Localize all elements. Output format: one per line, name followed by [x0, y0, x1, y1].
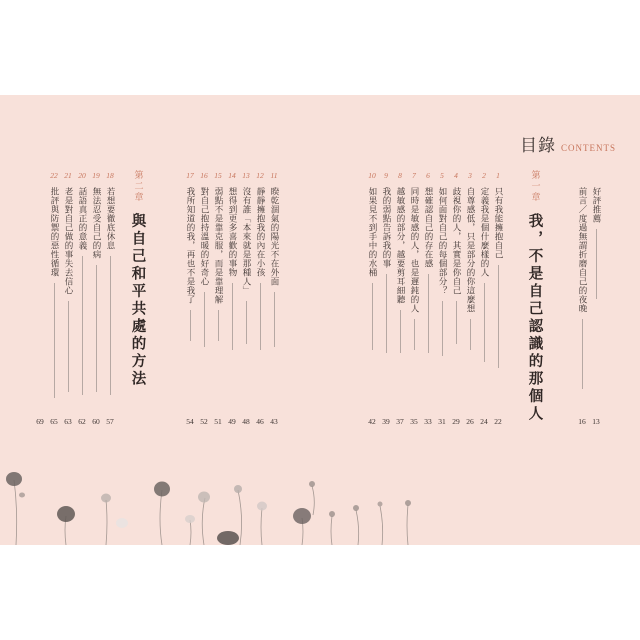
- entry-text: 老是對自己做的事失去信心: [63, 187, 73, 295]
- page-number: 22: [494, 417, 502, 426]
- flower-illustration: [0, 460, 640, 545]
- leader-line: [190, 310, 191, 341]
- flower-bud: [405, 500, 411, 506]
- flower-bud: [234, 485, 242, 493]
- flower-bud: [353, 505, 359, 511]
- entry-text: 睽乾涸氣的陽光不在外面: [269, 187, 279, 286]
- toc-entry[interactable]: [62, 170, 74, 392]
- chapter-label: 第一章: [529, 170, 540, 203]
- flower-bud: [378, 502, 383, 507]
- page-number: 13: [592, 417, 600, 426]
- entry-text: 話語真正的意義: [77, 187, 87, 250]
- leader-line: [400, 310, 401, 353]
- page-number: 39: [382, 417, 390, 426]
- toc-entry[interactable]: [436, 170, 448, 356]
- toc-title: [520, 131, 616, 156]
- chapter-2-heading: [128, 170, 148, 388]
- page-number: 48: [242, 417, 250, 426]
- entry-text: 想得到更多喜歡的事物: [227, 187, 237, 277]
- flower-bud: [19, 493, 25, 498]
- leader-line: [232, 283, 233, 350]
- toc-entry[interactable]: [450, 170, 462, 344]
- chapter-title: 與自己和平共處的方法: [129, 213, 147, 388]
- entry-text: 同時是敏感的人，也是遲鈍的人: [409, 187, 419, 313]
- page-number: 26: [466, 417, 474, 426]
- entry-text: 弱點不是靠克服，而是靠理解: [213, 187, 223, 304]
- page-number: 29: [452, 417, 460, 426]
- flower-light: [198, 492, 210, 503]
- entry-text: 如何面對自己的每個部分？: [437, 187, 447, 295]
- toc-title-en: CONTENTS: [561, 143, 616, 153]
- toc-entry[interactable]: [48, 170, 60, 398]
- leader-line: [596, 229, 597, 299]
- flower-light: [185, 515, 195, 523]
- leader-line: [218, 310, 219, 341]
- entry-number: 16: [200, 171, 208, 180]
- toc-entry-front-2[interactable]: [576, 170, 588, 389]
- page-number: 42: [368, 417, 376, 426]
- entry-text: 靜靜擁抱我的內在小孩: [255, 187, 265, 277]
- entry-text: 批評與防禦的惡性循環: [49, 187, 59, 277]
- entry-number: 20: [78, 171, 86, 180]
- chapter-label: 第二章: [132, 170, 143, 203]
- page-number: 62: [78, 417, 86, 426]
- entry-text: 對自己抱持溫暖的好奇心: [199, 187, 209, 286]
- entry-text: 好評推薦: [591, 187, 601, 223]
- page-number: 63: [64, 417, 72, 426]
- page-number: 37: [396, 417, 404, 426]
- entry-number: 13: [242, 171, 250, 180]
- entry-text: 我的弱點告訴我的事: [381, 187, 391, 268]
- page-number: 31: [438, 417, 446, 426]
- toc-entry[interactable]: [212, 170, 224, 341]
- entry-number: 9: [384, 171, 388, 180]
- toc-page: [0, 95, 640, 545]
- leader-line: [110, 256, 111, 395]
- entry-text: 只有我能擁抱自己: [493, 187, 503, 259]
- entry-number: 5: [440, 171, 444, 180]
- page-number: 43: [270, 417, 278, 426]
- entry-number: 12: [256, 171, 264, 180]
- leader-line: [68, 301, 69, 392]
- page-number: 33: [424, 417, 432, 426]
- toc-entry[interactable]: [380, 170, 392, 353]
- toc-entry[interactable]: [76, 170, 88, 395]
- leader-line: [498, 265, 499, 368]
- toc-entry-front-1[interactable]: [590, 170, 602, 299]
- entry-text: 若想要徹底休息: [105, 187, 115, 250]
- toc-entry[interactable]: [254, 170, 266, 350]
- entry-number: 8: [398, 171, 402, 180]
- leader-line: [96, 265, 97, 392]
- leader-line: [82, 256, 83, 395]
- page-number: 46: [256, 417, 264, 426]
- entry-number: 19: [92, 171, 100, 180]
- page-number: 60: [92, 417, 100, 426]
- toc-entry[interactable]: [422, 170, 434, 353]
- toc-entry[interactable]: [394, 170, 406, 353]
- leader-line: [204, 292, 205, 347]
- leader-line: [54, 283, 55, 398]
- entry-text: 沒有誰「本來就是那種人」: [241, 187, 251, 295]
- leader-line: [456, 301, 457, 344]
- entry-number: 7: [412, 171, 416, 180]
- page-number: 69: [36, 417, 44, 426]
- toc-entry[interactable]: [90, 170, 102, 392]
- toc-entry[interactable]: [198, 170, 210, 347]
- entry-number: 6: [426, 171, 430, 180]
- entry-number: 3: [468, 171, 472, 180]
- page-number: 35: [410, 417, 418, 426]
- toc-entry[interactable]: [184, 170, 196, 341]
- leader-line: [484, 283, 485, 362]
- flower-dark: [57, 506, 75, 522]
- entry-text: 定義我是個什麼樣的人: [479, 187, 489, 277]
- entry-number: 4: [454, 171, 458, 180]
- page-number: 16: [578, 417, 586, 426]
- entry-text: 想確認自己的存在感: [423, 187, 433, 268]
- entry-text: 越敏感的部分，越要剪耳細聽: [395, 187, 405, 304]
- entry-text: 自尊感低，只是部分的你這麼想: [465, 187, 475, 313]
- toc-entry[interactable]: [226, 170, 238, 350]
- flower-bud: [309, 481, 315, 487]
- entry-number: 18: [106, 171, 114, 180]
- flower-dark: [6, 472, 22, 486]
- chapter-title: 我，不是自己認識的那個人: [526, 213, 544, 423]
- toc-entry[interactable]: [464, 170, 476, 350]
- flower-white: [116, 518, 128, 528]
- entry-number: 22: [50, 171, 58, 180]
- leader-line: [442, 301, 443, 356]
- leader-line: [260, 283, 261, 350]
- toc-entry[interactable]: [492, 170, 504, 368]
- page-number: 65: [50, 417, 58, 426]
- entry-number: 21: [64, 171, 72, 180]
- entry-number: 11: [270, 171, 278, 180]
- page-number: 52: [200, 417, 208, 426]
- flower-dark: [217, 531, 239, 545]
- flower-dark: [154, 482, 170, 497]
- entry-number: 2: [482, 171, 486, 180]
- flower-dark: [293, 508, 311, 524]
- leader-line: [372, 283, 373, 350]
- page-number: 51: [214, 417, 222, 426]
- toc-entry[interactable]: [478, 170, 490, 362]
- page-number: 49: [228, 417, 236, 426]
- chapter-1-heading: [525, 170, 545, 423]
- toc-entry[interactable]: [408, 170, 420, 350]
- leader-line: [428, 274, 429, 353]
- flower-light: [257, 502, 267, 511]
- entry-text: 前言／度過無謂折磨自己的夜晚: [577, 187, 587, 313]
- page-number: 24: [480, 417, 488, 426]
- leader-line: [246, 301, 247, 344]
- entry-text: 我所知道的我，再也不是我了: [185, 187, 195, 304]
- entry-text: 歧視你的人，其實是你自己: [451, 187, 461, 295]
- entry-number: 1: [496, 171, 500, 180]
- page-number: 57: [106, 417, 114, 426]
- entry-text: 如果見不到手中的水桶: [367, 187, 377, 277]
- flower-light: [101, 494, 111, 503]
- leader-line: [274, 292, 275, 347]
- leader-line: [414, 319, 415, 350]
- leader-line: [582, 319, 583, 389]
- leader-line: [470, 319, 471, 350]
- page-number: 54: [186, 417, 194, 426]
- toc-title-zh: 目錄: [520, 136, 556, 156]
- entry-number: 14: [228, 171, 236, 180]
- leader-line: [386, 274, 387, 353]
- toc-entry[interactable]: [240, 170, 252, 344]
- entry-number: 17: [186, 171, 194, 180]
- flower-bud: [329, 511, 335, 517]
- entry-text: 無法忍受自己的病: [91, 187, 101, 259]
- entry-number: 10: [368, 171, 376, 180]
- toc-entry[interactable]: [366, 170, 378, 350]
- entry-number: 15: [214, 171, 222, 180]
- toc-entry[interactable]: [268, 170, 280, 347]
- toc-entry[interactable]: [104, 170, 116, 395]
